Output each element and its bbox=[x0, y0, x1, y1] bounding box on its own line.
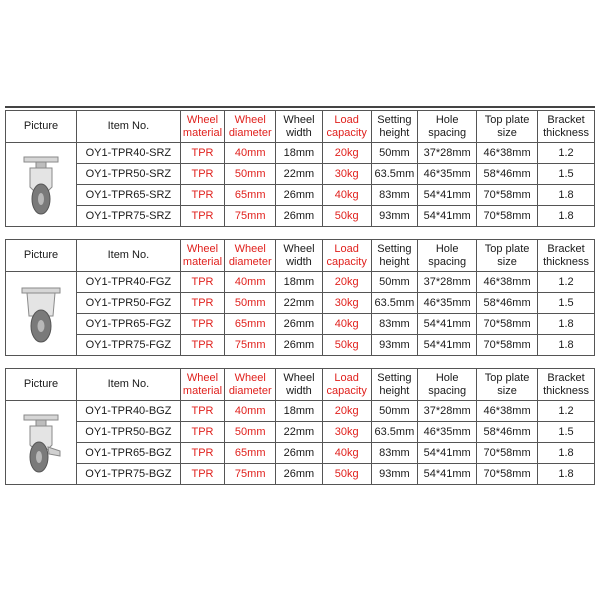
header-setting-height: Setting height bbox=[371, 369, 418, 401]
header-setting-height: Setting height bbox=[371, 240, 418, 272]
header-wheel-width: Wheel width bbox=[276, 111, 323, 143]
table-row bbox=[6, 443, 595, 464]
header-wheel-material: Wheel material bbox=[180, 240, 225, 272]
cell-item-no: OY1-TPR75-SRZ bbox=[77, 206, 181, 227]
cell-wheel-width: 18mm bbox=[276, 272, 323, 293]
cell-wheel-width: 26mm bbox=[276, 185, 323, 206]
cell-top-plate-size: 70*58mm bbox=[477, 335, 538, 356]
cell-wheel-diameter: 50mm bbox=[225, 422, 276, 443]
table-row bbox=[6, 185, 595, 206]
cell-load-capacity: 40kg bbox=[322, 185, 371, 206]
cell-bracket-thickness: 1.8 bbox=[538, 335, 595, 356]
cell-setting-height: 83mm bbox=[371, 443, 418, 464]
cell-setting-height: 93mm bbox=[371, 335, 418, 356]
header-item-no: Item No. bbox=[77, 111, 181, 143]
cell-load-capacity: 30kg bbox=[322, 293, 371, 314]
cell-hole-spacing: 37*28mm bbox=[418, 143, 477, 164]
cell-item-no: OY1-TPR50-BGZ bbox=[77, 422, 181, 443]
cell-load-capacity: 50kg bbox=[322, 206, 371, 227]
cell-wheel-diameter: 40mm bbox=[225, 143, 276, 164]
cell-bracket-thickness: 1.5 bbox=[538, 422, 595, 443]
cell-hole-spacing: 54*41mm bbox=[418, 206, 477, 227]
cell-top-plate-size: 70*58mm bbox=[477, 443, 538, 464]
cell-setting-height: 83mm bbox=[371, 185, 418, 206]
cell-item-no: OY1-TPR65-BGZ bbox=[77, 443, 181, 464]
cell-top-plate-size: 58*46mm bbox=[477, 164, 538, 185]
cell-wheel-material: TPR bbox=[180, 164, 225, 185]
cell-wheel-material: TPR bbox=[180, 206, 225, 227]
cell-bracket-thickness: 1.2 bbox=[538, 401, 595, 422]
header-hole-spacing: Hole spacing bbox=[418, 111, 477, 143]
cell-load-capacity: 20kg bbox=[322, 401, 371, 422]
table-row bbox=[6, 422, 595, 443]
cell-wheel-material: TPR bbox=[180, 443, 225, 464]
header-load-capacity: Load capacity bbox=[322, 369, 371, 401]
cell-wheel-material: TPR bbox=[180, 272, 225, 293]
cell-top-plate-size: 58*46mm bbox=[477, 293, 538, 314]
cell-wheel-material: TPR bbox=[180, 185, 225, 206]
cell-wheel-width: 26mm bbox=[276, 314, 323, 335]
cell-wheel-diameter: 40mm bbox=[225, 401, 276, 422]
cell-wheel-material: TPR bbox=[180, 422, 225, 443]
cell-wheel-material: TPR bbox=[180, 335, 225, 356]
cell-setting-height: 50mm bbox=[371, 272, 418, 293]
cell-wheel-material: TPR bbox=[180, 314, 225, 335]
cell-item-no: OY1-TPR65-SRZ bbox=[77, 185, 181, 206]
cell-top-plate-size: 70*58mm bbox=[477, 314, 538, 335]
cell-bracket-thickness: 1.5 bbox=[538, 164, 595, 185]
header-bracket-thickness: Bracket thickness bbox=[538, 369, 595, 401]
header-setting-height: Setting height bbox=[371, 111, 418, 143]
spec-table-fixed bbox=[5, 239, 595, 356]
table-row bbox=[6, 293, 595, 314]
header-bracket-thickness: Bracket thickness bbox=[538, 240, 595, 272]
cell-item-no: OY1-TPR50-FGZ bbox=[77, 293, 181, 314]
cell-wheel-width: 18mm bbox=[276, 143, 323, 164]
cell-wheel-width: 22mm bbox=[276, 422, 323, 443]
header-row bbox=[6, 240, 595, 272]
cell-hole-spacing: 54*41mm bbox=[418, 185, 477, 206]
table-row bbox=[6, 143, 595, 164]
table-row bbox=[6, 314, 595, 335]
picture-cell bbox=[6, 272, 77, 356]
cell-load-capacity: 50kg bbox=[322, 464, 371, 485]
header-row bbox=[6, 369, 595, 401]
header-row bbox=[6, 111, 595, 143]
header-top-plate-size: Top plate size bbox=[477, 369, 538, 401]
cell-top-plate-size: 70*58mm bbox=[477, 206, 538, 227]
spec-table-brake bbox=[5, 368, 595, 485]
cell-item-no: OY1-TPR40-BGZ bbox=[77, 401, 181, 422]
cell-hole-spacing: 46*35mm bbox=[418, 293, 477, 314]
cell-setting-height: 93mm bbox=[371, 464, 418, 485]
cell-setting-height: 50mm bbox=[371, 143, 418, 164]
swivel-caster-icon bbox=[6, 153, 76, 217]
cell-load-capacity: 20kg bbox=[322, 143, 371, 164]
cell-hole-spacing: 46*35mm bbox=[418, 164, 477, 185]
table-row bbox=[6, 335, 595, 356]
cell-wheel-material: TPR bbox=[180, 143, 225, 164]
header-load-capacity: Load capacity bbox=[322, 240, 371, 272]
cell-wheel-diameter: 65mm bbox=[225, 443, 276, 464]
header-bracket-thickness: Bracket thickness bbox=[538, 111, 595, 143]
cell-bracket-thickness: 1.8 bbox=[538, 464, 595, 485]
cell-wheel-width: 22mm bbox=[276, 164, 323, 185]
cell-top-plate-size: 46*38mm bbox=[477, 401, 538, 422]
cell-setting-height: 63.5mm bbox=[371, 293, 418, 314]
header-wheel-material: Wheel material bbox=[180, 111, 225, 143]
header-picture: Picture bbox=[6, 240, 77, 272]
header-wheel-diameter: Wheel diameter bbox=[225, 240, 276, 272]
cell-wheel-material: TPR bbox=[180, 401, 225, 422]
cell-item-no: OY1-TPR65-FGZ bbox=[77, 314, 181, 335]
cell-load-capacity: 20kg bbox=[322, 272, 371, 293]
cell-item-no: OY1-TPR75-FGZ bbox=[77, 335, 181, 356]
cell-top-plate-size: 46*38mm bbox=[477, 143, 538, 164]
cell-hole-spacing: 37*28mm bbox=[418, 401, 477, 422]
cell-hole-spacing: 46*35mm bbox=[418, 422, 477, 443]
table-row bbox=[6, 206, 595, 227]
header-wheel-width: Wheel width bbox=[276, 240, 323, 272]
cell-bracket-thickness: 1.8 bbox=[538, 185, 595, 206]
header-picture: Picture bbox=[6, 111, 77, 143]
cell-wheel-diameter: 75mm bbox=[225, 206, 276, 227]
cell-wheel-width: 22mm bbox=[276, 293, 323, 314]
cell-wheel-material: TPR bbox=[180, 464, 225, 485]
cell-wheel-material: TPR bbox=[180, 293, 225, 314]
table-row bbox=[6, 464, 595, 485]
cell-load-capacity: 40kg bbox=[322, 314, 371, 335]
cell-setting-height: 63.5mm bbox=[371, 422, 418, 443]
cell-item-no: OY1-TPR75-BGZ bbox=[77, 464, 181, 485]
cell-wheel-diameter: 65mm bbox=[225, 314, 276, 335]
cell-wheel-width: 26mm bbox=[276, 464, 323, 485]
header-load-capacity: Load capacity bbox=[322, 111, 371, 143]
cell-bracket-thickness: 1.8 bbox=[538, 443, 595, 464]
cell-hole-spacing: 54*41mm bbox=[418, 314, 477, 335]
cell-bracket-thickness: 1.8 bbox=[538, 314, 595, 335]
cell-load-capacity: 40kg bbox=[322, 443, 371, 464]
cell-load-capacity: 30kg bbox=[322, 422, 371, 443]
cell-wheel-width: 18mm bbox=[276, 401, 323, 422]
header-picture: Picture bbox=[6, 369, 77, 401]
cell-hole-spacing: 54*41mm bbox=[418, 335, 477, 356]
spec-table-swivel bbox=[5, 110, 595, 227]
cell-wheel-diameter: 75mm bbox=[225, 335, 276, 356]
cell-setting-height: 93mm bbox=[371, 206, 418, 227]
cell-setting-height: 50mm bbox=[371, 401, 418, 422]
table-row bbox=[6, 164, 595, 185]
fixed-caster-icon bbox=[6, 282, 76, 346]
cell-wheel-diameter: 40mm bbox=[225, 272, 276, 293]
cell-top-plate-size: 58*46mm bbox=[477, 422, 538, 443]
cell-load-capacity: 50kg bbox=[322, 335, 371, 356]
table-row bbox=[6, 272, 595, 293]
header-item-no: Item No. bbox=[77, 369, 181, 401]
top-divider bbox=[5, 106, 595, 108]
cell-wheel-diameter: 50mm bbox=[225, 164, 276, 185]
header-top-plate-size: Top plate size bbox=[477, 240, 538, 272]
picture-cell bbox=[6, 401, 77, 485]
cell-wheel-diameter: 75mm bbox=[225, 464, 276, 485]
cell-item-no: OY1-TPR40-SRZ bbox=[77, 143, 181, 164]
cell-wheel-diameter: 50mm bbox=[225, 293, 276, 314]
cell-top-plate-size: 70*58mm bbox=[477, 185, 538, 206]
cell-wheel-width: 26mm bbox=[276, 335, 323, 356]
header-wheel-material: Wheel material bbox=[180, 369, 225, 401]
cell-bracket-thickness: 1.5 bbox=[538, 293, 595, 314]
cell-bracket-thickness: 1.2 bbox=[538, 272, 595, 293]
cell-hole-spacing: 54*41mm bbox=[418, 443, 477, 464]
cell-top-plate-size: 46*38mm bbox=[477, 272, 538, 293]
header-hole-spacing: Hole spacing bbox=[418, 240, 477, 272]
swivel-brake-caster-icon bbox=[6, 411, 76, 475]
cell-wheel-diameter: 65mm bbox=[225, 185, 276, 206]
cell-bracket-thickness: 1.8 bbox=[538, 206, 595, 227]
cell-bracket-thickness: 1.2 bbox=[538, 143, 595, 164]
header-item-no: Item No. bbox=[77, 240, 181, 272]
cell-setting-height: 63.5mm bbox=[371, 164, 418, 185]
cell-hole-spacing: 54*41mm bbox=[418, 464, 477, 485]
header-hole-spacing: Hole spacing bbox=[418, 369, 477, 401]
picture-cell bbox=[6, 143, 77, 227]
cell-wheel-width: 26mm bbox=[276, 206, 323, 227]
table-row bbox=[6, 401, 595, 422]
cell-wheel-width: 26mm bbox=[276, 443, 323, 464]
header-wheel-diameter: Wheel diameter bbox=[225, 369, 276, 401]
header-top-plate-size: Top plate size bbox=[477, 111, 538, 143]
cell-item-no: OY1-TPR50-SRZ bbox=[77, 164, 181, 185]
cell-item-no: OY1-TPR40-FGZ bbox=[77, 272, 181, 293]
header-wheel-diameter: Wheel diameter bbox=[225, 111, 276, 143]
cell-hole-spacing: 37*28mm bbox=[418, 272, 477, 293]
cell-load-capacity: 30kg bbox=[322, 164, 371, 185]
cell-setting-height: 83mm bbox=[371, 314, 418, 335]
header-wheel-width: Wheel width bbox=[276, 369, 323, 401]
cell-top-plate-size: 70*58mm bbox=[477, 464, 538, 485]
